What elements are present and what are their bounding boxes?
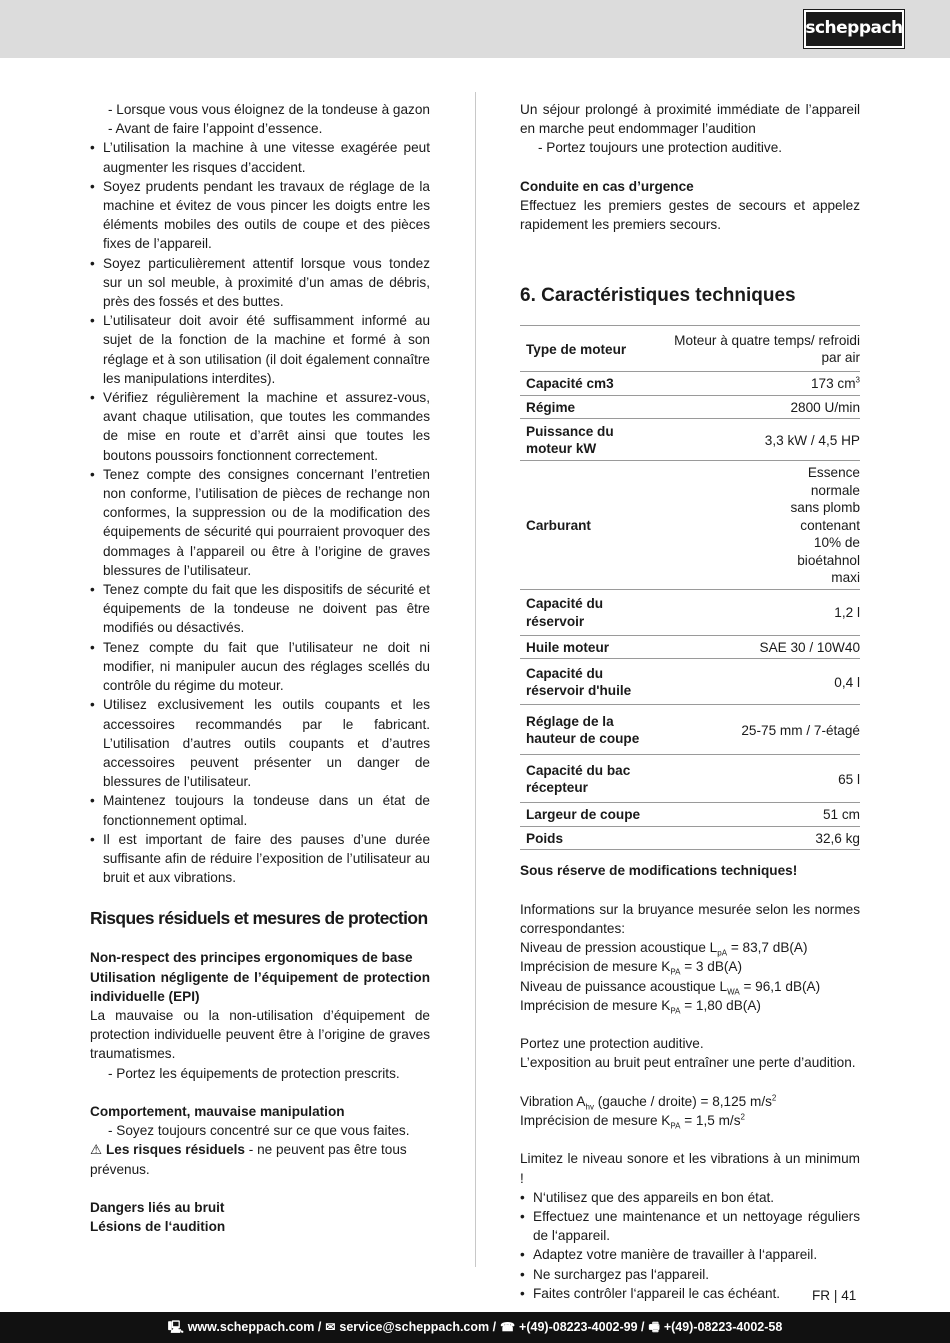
spec-label: Type de moteur (520, 326, 660, 372)
section-heading-specs: 6. Caractéristiques techniques (520, 285, 796, 307)
limit-text: Limitez le niveau sonore et les vibrations à un minimum ! (520, 1151, 860, 1186)
spec-value: 65 l (660, 755, 860, 803)
spec-value: 2800 U/min (660, 395, 860, 419)
table-row (520, 326, 860, 372)
noise-heading: Dangers liés au bruit (90, 1199, 225, 1215)
reserve-note: Sous réserve de modifications techniques! (520, 863, 798, 879)
section-heading-residual-risks: Risques résiduels et mesures de protection (90, 908, 428, 929)
list-item: • Faites contrôler l‘appareil le cas échéant. (520, 1284, 860, 1303)
residual-risk-note (90, 1140, 430, 1178)
noise-line: Niveau de pression acoustique $L_{pA} = 83,7$ dB(A) (520, 940, 808, 958)
list-item: • Maintenez toujours la tondeuse dans un état de fonctionnement optimal. (90, 791, 430, 829)
superscript: 3 (855, 375, 860, 385)
list-item: • Tenez compte des consignes concernant l’entretien non conforme, l’utilisation de pièces de rechange non conformes, la suppression ou de la modification des équipements de sécurité qui pourraient provoquer des dommages à l’appareil ou être à l’origine de graves blessures de l’utilisateur. (90, 465, 430, 580)
spec-value: 0,4 l (660, 659, 860, 705)
spec-value: Essence normale sans plomb contenant 10% de bioétahnol maxi (660, 461, 860, 590)
right-column (520, 100, 860, 1303)
list-item: • Effectuez une maintenance et un nettoyage réguliers de l‘appareil. (520, 1207, 860, 1245)
behavior-heading: Comportement, mauvaise manipulation (90, 1103, 345, 1119)
list-item: • Tenez compte du fait que les dispositifs de sécurité et équipements de la tondeuse ne doivent pas être modifiés ou désactivés. (90, 580, 430, 638)
noise-line: Imprécision de mesure $K_{PA} = 3$ dB(A) (520, 959, 743, 978)
spec-table (520, 325, 860, 850)
list-item: • Utilisez exclusivement les outils coupants et les accessoires recommandés par le fabricant. L’utilisation d’autres outils coupants et d’autres accessoires peuvent présenter un danger de blessures de l’utilisateur. (90, 695, 430, 791)
list-item: • N‘utilisez que des appareils en bon état. (520, 1188, 860, 1207)
table-row (520, 461, 860, 590)
footer-phone: +(49)-08223-4002-99 / (519, 1319, 645, 1334)
spec-label: Carburant (520, 461, 660, 590)
spec-label: Huile moteur (520, 635, 660, 659)
hearing-intro: Un séjour prolongé à proximité immédiate de l’appareil en marche peut endommager l’audition (520, 102, 860, 137)
footer-email[interactable]: service@scheppach.com / (339, 1319, 497, 1334)
safety-bullet-list (90, 138, 430, 887)
dash-item: - Portez les équipements de protection prescrits. (108, 1065, 400, 1081)
dash-item: - Lorsque vous vous éloignez de la tondeuse à gazon (108, 102, 430, 117)
phone-icon: ☎ (500, 1319, 516, 1334)
table-row (520, 395, 860, 419)
table-row (520, 635, 860, 659)
ppe-text: La mauvaise ou la non-utilisation d’équipement de protection individuelle peuvent être à l’origine de graves traumatismes. (90, 1007, 430, 1062)
table-row (520, 826, 860, 850)
list-item: • Tenez compte du fait que l’utilisateur ne doit ni modifier, ni manipuler aucun des réglages scellés du contrôle du régime du moteur. (90, 638, 430, 696)
ergonomics-heading: Non-respect des principes ergonomiques de base (90, 950, 413, 966)
dash-item: - Soyez toujours concentré sur ce que vous faites. (108, 1123, 410, 1139)
spec-value: 3,3 kW / 4,5 HP (660, 419, 860, 461)
spec-value: 51 cm (660, 803, 860, 827)
left-column (90, 100, 430, 1236)
spec-value: 1,2 l (660, 589, 860, 635)
warning-icon: ⚠ (90, 1142, 103, 1158)
emergency-text: Effectuez les premiers gestes de secours et appelez rapidement les premiers secours. (520, 198, 860, 233)
spec-value-text: 173 cm (810, 376, 856, 392)
list-item: • Soyez particulièrement attentif lorsque vous tondez sur un sol meuble, à proximité d’un amas de débris, près des fossés et des buttes. (90, 254, 430, 312)
table-row (520, 372, 860, 396)
table-row (520, 705, 860, 755)
residual-risk-rest: - ne peuvent pas être tous prévenus. (90, 1142, 407, 1177)
protection-line: L’exposition au bruit peut entraîner une perte d’audition. (520, 1055, 856, 1071)
computer-icon: 🖳 (167, 1319, 184, 1334)
list-item: • L’utilisateur doit avoir été suffisamment informé au sujet de la fonction de la machine et formé à son réglage et à son utilisation (il doit également connaître les manipulations interdites). (90, 311, 430, 388)
spec-label: Réglage de la hauteur de coupe (520, 705, 660, 755)
limit-bullet-list (520, 1188, 860, 1303)
dash-item: - Avant de faire l’appoint d’essence. (108, 121, 323, 137)
list-item: • Il est important de faire des pauses d’une durée suffisante afin de réduire l’exposition de l’utilisateur au bruit et aux vibrations. (90, 830, 430, 888)
spec-value: Moteur à quatre temps/ refroidi par air (660, 326, 860, 372)
noise-line: Imprécision de mesure $K_{PA} = 1,80$ dB(A) (520, 997, 761, 1016)
noise-line: Niveau de puissance acoustique $L_{WA} = 96,1$ dB(A) (520, 978, 821, 997)
spec-label: Poids (520, 826, 660, 850)
spec-value: SAE 30 / 10W40 (660, 635, 860, 659)
page-lang: FR (812, 1288, 831, 1303)
list-item: • L’utilisation la machine à une vitesse exagérée peut augmenter les risques d’accident. (90, 138, 430, 176)
spec-label: Capacité du bac récepteur (520, 755, 660, 803)
spec-label: Puissance du moteur kW (520, 419, 660, 461)
header-bar (0, 0, 950, 58)
hearing-heading: Lésions de l‘audition (90, 1219, 226, 1235)
footer-website[interactable]: www.scheppach.com / (187, 1319, 322, 1334)
ppe-heading: Utilisation négligente de l’équipement de protection individuelle (EPI) (90, 969, 430, 1004)
vibration-line: Vibration $A_{hv}$ (gauche / droite) = 8,125 $m/s^2$ (520, 1093, 777, 1112)
spec-value: 25-75 mm / 7-étagé (660, 705, 860, 755)
footer-bar (0, 1312, 950, 1343)
footer-fax: +(49)-08223-4002-58 (663, 1319, 783, 1334)
spec-label: Largeur de coupe (520, 803, 660, 827)
residual-risk-bold: Les risques résiduels (105, 1142, 245, 1158)
spec-label: Régime (520, 395, 660, 419)
dash-item: - Portez toujours une protection auditive. (538, 140, 783, 156)
spec-label: Capacité du réservoir d'huile (520, 659, 660, 705)
page-number: FR | 41 (812, 1288, 857, 1303)
spec-value (660, 372, 860, 396)
spec-value: 32,6 kg (660, 826, 860, 850)
table-row (520, 419, 860, 461)
spec-label: Capacité du réservoir (520, 589, 660, 635)
noise-intro: Informations sur la bruyance mesurée selon les normes correspondantes: (520, 901, 860, 936)
spec-label: Capacité cm3 (520, 372, 660, 396)
column-divider (475, 92, 476, 1267)
table-row (520, 659, 860, 705)
list-item: • Adaptez votre manière de travailler à l‘appareil. (520, 1245, 860, 1264)
email-icon: ✉ (325, 1319, 336, 1334)
page-number-value: 41 (841, 1288, 857, 1303)
list-item: • Vérifiez régulièrement la machine et assurez-vous, avant chaque utilisation, que toutes les commandes de mise en route et d’arrêt ainsi que toutes les boutons poussoirs fonctionnent correctement. (90, 388, 430, 465)
vibration-line: Imprécision de mesure $K_{PA} = 1,5$ $m/s^2$ (520, 1112, 745, 1131)
list-item: • Soyez prudents pendant les travaux de réglage de la machine et évitez de vous pincer les doigts entre les éléments mobiles des outils de coupe et des pièces fixes de l’appareil. (90, 177, 430, 254)
table-row (520, 803, 860, 827)
brand-logo: scheppach (804, 10, 904, 48)
fax-icon: 🖷 (648, 1319, 660, 1334)
list-item: • Ne surchargez pas l‘appareil. (520, 1265, 860, 1284)
emergency-heading: Conduite en cas d’urgence (520, 178, 694, 194)
table-row (520, 755, 860, 803)
protection-line: Portez une protection auditive. (520, 1036, 704, 1052)
table-row (520, 589, 860, 635)
